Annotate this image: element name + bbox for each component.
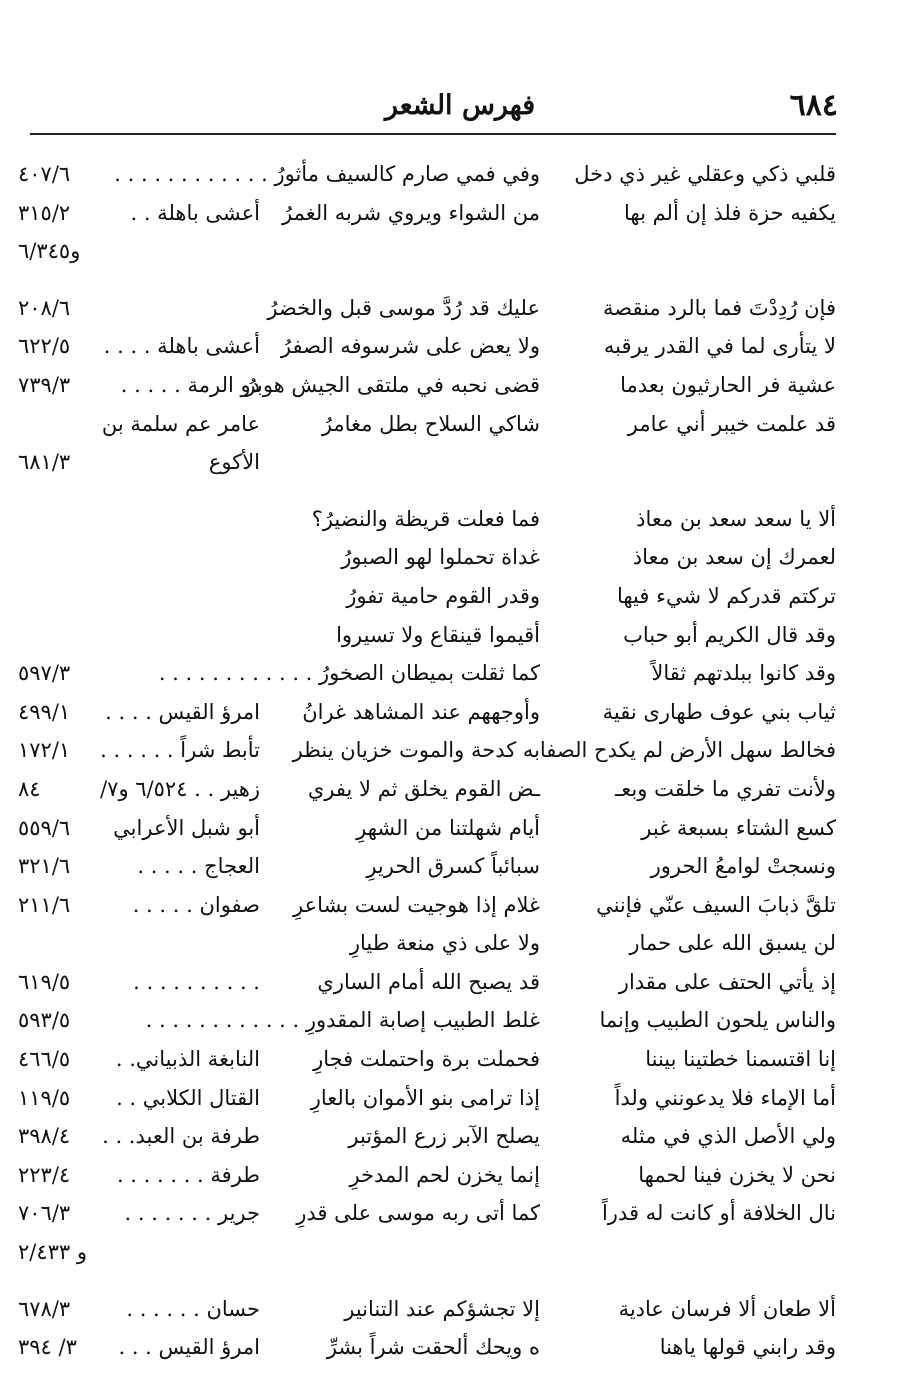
index-row xyxy=(0,155,921,194)
first-hemistich: فإن رُدِدْتَ فما بالرد منقصة xyxy=(602,295,836,320)
index-row xyxy=(0,770,921,809)
row-gap xyxy=(0,1272,921,1290)
row-gap xyxy=(0,271,921,289)
second-hemistich: أيام شهلتنا من الشهرِ xyxy=(356,815,540,840)
volume-page-ref: ٦٧٨/٣ xyxy=(18,1296,71,1321)
first-hemistich: لعمرك إن سعد بن معاذ xyxy=(632,545,836,570)
poet-name: صفوان . . . . . xyxy=(132,892,260,917)
volume-page-ref: ٤٠٧/٦ xyxy=(18,162,71,186)
index-row xyxy=(0,405,921,444)
index-row xyxy=(0,289,921,328)
volume-page-ref: ١١٩/٥ xyxy=(18,1085,71,1110)
volume-page-ref: ٣٢١/٦ xyxy=(18,854,71,879)
index-row xyxy=(0,1290,921,1329)
second-hemistich: أقيموا قينقاع ولا تسيروا xyxy=(336,622,540,647)
first-hemistich: تركتم قدركم لا شيء فيها xyxy=(616,583,836,608)
poet-name: جرير . . . . . . . xyxy=(124,1201,260,1226)
second-hemistich xyxy=(270,1233,540,1272)
second-hemistich: سبائباً كسرق الحريرِ xyxy=(366,854,540,879)
second-hemistich xyxy=(270,232,540,271)
volume-page-ref: ٧٠٦/٣ xyxy=(18,1201,71,1226)
second-hemistich: وأوجههم عند المشاهد غرانُ xyxy=(302,699,540,724)
poet-name: النابغة الذبياني. . xyxy=(115,1047,260,1072)
poet-name: طرفة . . . . . . . xyxy=(116,1162,260,1187)
second-hemistich: ولا على ذي منعة طيارِ xyxy=(349,931,540,956)
volume-page-ref xyxy=(18,577,118,616)
second-hemistich: إلا تجشؤكم عند التنانير xyxy=(344,1296,540,1321)
index-row xyxy=(0,194,921,233)
volume-page-ref: ٣١٥/٢ xyxy=(18,200,71,225)
volume-page-ref: و ٢/٤٣٣ xyxy=(18,1240,88,1265)
second-hemistich: من الشواء ويروي شربه الغمرُ xyxy=(282,200,540,225)
index-row xyxy=(0,731,921,770)
index-row xyxy=(0,538,921,577)
second-hemistich: ولا يعض على شرسوفه الصفرُ xyxy=(280,334,540,359)
index-row xyxy=(0,1194,921,1233)
second-hemistich xyxy=(270,443,540,482)
volume-page-ref: ٢٢٣/٤ xyxy=(18,1162,71,1187)
volume-page-ref: ٤٦٦/٥ xyxy=(18,1047,71,1072)
poet-name: زهير . . ٦/٥٢٤ و٧/ xyxy=(100,776,260,801)
second-hemistich: فحملت برة واحتملت فجارِ xyxy=(313,1047,540,1072)
poet-name: القتال الكلابي . . xyxy=(116,1085,260,1110)
page-number: ٦٨٤ xyxy=(789,88,838,123)
poet-name: امرؤ القيس . . . xyxy=(118,1335,260,1360)
row-gap xyxy=(0,482,921,500)
index-row xyxy=(0,654,921,693)
volume-page-ref xyxy=(18,538,118,577)
index-row xyxy=(0,963,921,1002)
poet-name: حسان . . . . . . xyxy=(126,1296,260,1321)
poet-name: الأكوع xyxy=(208,450,260,475)
first-hemistich: لا يتأرى لما في القدر يرقبه xyxy=(603,334,836,359)
first-hemistich xyxy=(570,232,836,271)
poet-name: امرؤ القيس . . . . xyxy=(105,699,260,724)
index-row xyxy=(0,1233,921,1272)
first-hemistich: نال الخلافة أو كانت له قدراً xyxy=(601,1201,836,1226)
volume-page-ref: ٥٥٩/٦ xyxy=(18,815,71,840)
first-hemistich: يكفيه حزة فلذ إن ألم بها xyxy=(623,200,836,225)
first-hemistich: وقد قال الكريم أبو حباب xyxy=(623,622,836,647)
volume-page-ref: ٤٩٩/١ xyxy=(18,699,71,724)
first-hemistich: تلقَّ ذبابَ السيف عنّي فإنني xyxy=(596,892,836,917)
index-row xyxy=(0,924,921,963)
first-hemistich: ألا طعان ألا فرسان عادية xyxy=(618,1296,836,1321)
header-rule xyxy=(30,133,836,135)
first-hemistich: نحن لا يخزن فينا لحمها xyxy=(638,1162,836,1187)
first-hemistich: وقد كانوا ببلدتهم ثقالاً xyxy=(651,661,836,686)
second-hemistich: فما فعلت قريظة والنضيرُ؟ xyxy=(311,506,540,531)
index-row xyxy=(0,366,921,405)
index-row xyxy=(0,1328,921,1367)
first-hemistich: إذ يأتي الحتف على مقدار xyxy=(618,969,836,994)
index-row xyxy=(0,886,921,925)
second-hemistich: قضى نحبه في ملتقى الجيش هوبرُ xyxy=(245,372,540,397)
page-header xyxy=(0,0,921,140)
first-hemistich: قد علمت خيبر أني عامر xyxy=(627,411,836,436)
volume-page-ref xyxy=(18,500,118,539)
index-row xyxy=(0,1040,921,1079)
index-row xyxy=(0,443,921,482)
index-row xyxy=(0,1117,921,1156)
second-hemistich: قد يصبح الله أمام الساري xyxy=(317,969,540,994)
second-hemistich: ه ويحك ألحقت شراً بشرِّ xyxy=(326,1335,540,1360)
volume-page-ref: ٧٣٩/٣ xyxy=(18,372,71,397)
index-row xyxy=(0,1001,921,1040)
index-row xyxy=(0,500,921,539)
index-row xyxy=(0,577,921,616)
volume-page-ref: ٢٠٨/٦ xyxy=(18,295,71,320)
second-hemistich: وقدر القوم حامية تفورُ xyxy=(346,583,540,608)
first-hemistich: لن يسبق الله على حمار xyxy=(629,931,836,956)
first-hemistich: والناس يلحون الطبيب وإنما xyxy=(599,1008,836,1033)
second-hemistich: غداة تحملوا لهو الصبورُ xyxy=(341,545,540,570)
page-title: فهرس الشعر xyxy=(384,90,536,121)
second-hemistich: يصلح الآبر زرع المؤتبر xyxy=(348,1124,540,1149)
volume-page-ref: ٦٨١/٣ xyxy=(18,450,71,475)
first-hemistich: قلبي ذكي وعقلي غير ذي دخل xyxy=(574,162,836,186)
index-row xyxy=(0,327,921,366)
volume-page-ref: ٣٩٨/٤ xyxy=(18,1124,71,1149)
volume-page-ref: ١٧٢/١ xyxy=(18,738,71,763)
index-row xyxy=(0,693,921,732)
poet-name: طرفة بن العبد. . . xyxy=(102,1124,260,1149)
poet-name: تأبط شراً . . . . . . xyxy=(100,738,260,763)
second-hemistich: إنما يخزن لحم المدخرِ xyxy=(349,1162,540,1187)
first-hemistich xyxy=(570,1233,836,1272)
first-hemistich: ولأنت تفري ما خلقت وبعـ xyxy=(615,776,836,801)
volume-page-ref: و٦/٣٤٥ xyxy=(18,239,81,264)
poet-name: . . . . . . . . . . xyxy=(133,969,260,994)
second-hemistich: كما أتى ربه موسى على قدرِ xyxy=(296,1201,540,1226)
poetry-index-table xyxy=(0,155,921,1367)
second-hemistich: شاكي السلاح بطل مغامرُ xyxy=(321,411,540,436)
volume-page-ref: ٢١١/٦ xyxy=(18,892,71,917)
poet-name: أعشى باهلة . . xyxy=(130,200,260,225)
volume-page-ref: ٦١٩/٥ xyxy=(18,969,71,994)
first-hemistich: ونسجتْ لوامعُ الحرور xyxy=(650,854,836,879)
second-hemistich: عليك قد رُدَّ موسى قبل والخضرُ xyxy=(267,295,540,320)
volume-page-ref xyxy=(18,616,118,655)
volume-page-ref: ٥٩٧/٣ xyxy=(18,661,71,686)
first-hemistich: ثياب بني عوف طهارى نقية xyxy=(602,699,836,724)
first-hemistich: فخالط سهل الأرض لم يكدح الصفا xyxy=(539,738,836,763)
poet-name: أبو شبل الأعرابي xyxy=(113,815,260,840)
poet-name: العجاج . . . . . xyxy=(137,854,260,879)
second-hemistich: إذا ترامى بنو الأموان بالعارِ xyxy=(310,1085,540,1110)
index-row xyxy=(0,847,921,886)
index-row xyxy=(0,1079,921,1118)
poet-name: عامر عم سلمة بن xyxy=(101,411,260,436)
index-row xyxy=(0,1156,921,1195)
first-hemistich: ألا يا سعد سعد بن معاذ xyxy=(636,506,836,531)
first-hemistich: كسع الشتاء بسبعة غبر xyxy=(641,815,836,840)
volume-page-ref: ٣/ ٣٩٤ xyxy=(18,1335,77,1360)
volume-page-ref xyxy=(18,405,118,444)
volume-page-ref: ٦٢٢/٥ xyxy=(18,334,71,359)
first-hemistich: وقد رابني قولها ياهنا xyxy=(659,1335,836,1360)
index-row xyxy=(0,616,921,655)
second-hemistich: كما ثقلت بميطان الصخورُ . . . . . . . . . . . . xyxy=(158,661,540,686)
volume-page-ref: ٥٩٣/٥ xyxy=(18,1008,71,1033)
second-hemistich: ـض القوم يخلق ثم لا يفري xyxy=(307,776,540,801)
first-hemistich: عشية فر الحارثيون بعدما xyxy=(620,372,836,397)
index-row xyxy=(0,232,921,271)
first-hemistich: ولي الأصل الذي في مثله xyxy=(620,1124,836,1149)
second-hemistich: غلام إذا هوجيت لست بشاعرِ xyxy=(293,892,540,917)
first-hemistich xyxy=(570,443,836,482)
index-row xyxy=(0,809,921,848)
poet-name: ذو الرمة . . . . . xyxy=(120,372,260,397)
second-hemistich: وفي فمي صارم كالسيف مأثورُ . . . . . . . . . . . . xyxy=(114,162,540,186)
volume-page-ref: ٨٤ xyxy=(18,776,41,801)
poet-name: أعشى باهلة . . . . xyxy=(103,334,260,359)
first-hemistich: إنا اقتسمنا خطتينا بيننا xyxy=(645,1047,836,1072)
first-hemistich: أما الإماء فلا يدعونني ولداً xyxy=(614,1085,836,1110)
volume-page-ref xyxy=(18,924,118,963)
second-hemistich: به كدحة والموت خزيان ينظر xyxy=(292,738,540,763)
second-hemistich: غلط الطبيب إصابة المقدورِ . . . . . . . . . . . . xyxy=(145,1008,540,1033)
